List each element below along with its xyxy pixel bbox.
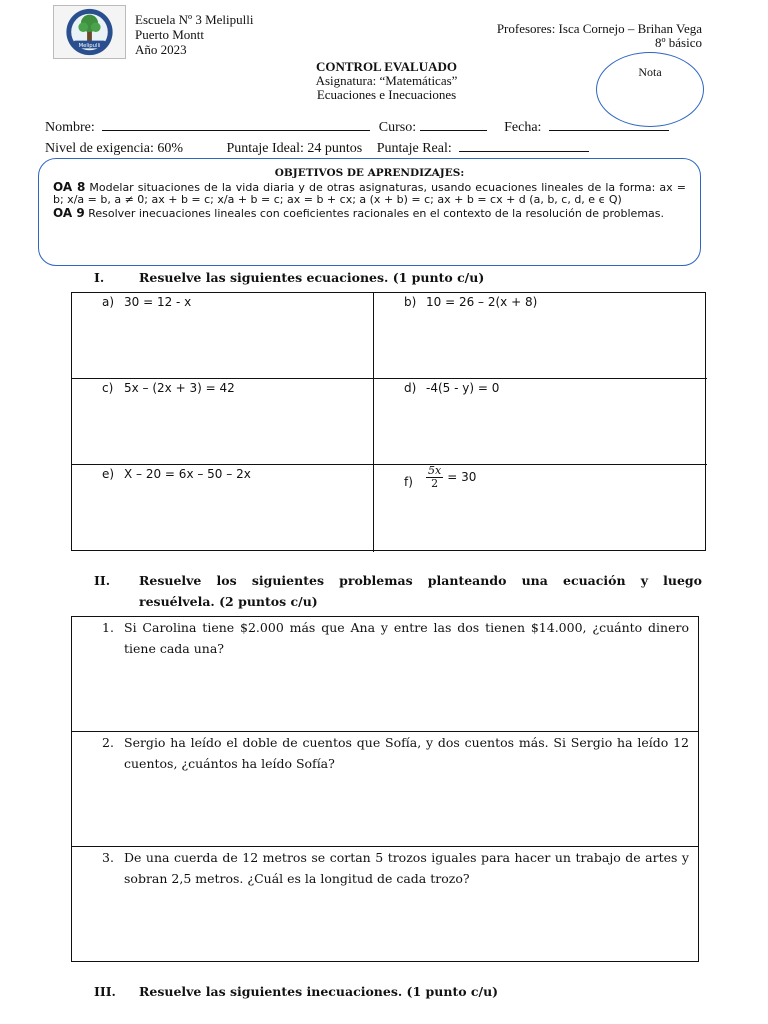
problem-text: De una cuerda de 12 metros se cortan 5 trozos iguales para hacer un trabajo de artes y sobran 2,5 metros. ¿Cuál es la longitud de cada trozo? (124, 850, 689, 886)
oa8-text: Modelar situaciones de la vida diaria y de otras asignaturas, usando ecuaciones lineales de la forma: ax = b; x/a = b, a ≠ 0; ax + b = c; x/a + b = c; ax = b + cx; a (x + b) = c; ax + b = cx + d (a, b, c, d, e ϵ Q) (53, 180, 686, 206)
objectives-heading: OBJETIVOS DE APRENDIZAJES: (274, 167, 465, 179)
equation-label: c) (102, 381, 114, 395)
section-1-title: Resuelve las siguientes ecuaciones. (1 punto c/u) (139, 270, 485, 285)
section-3-title: Resuelve las siguientes inecuaciones. (1 punto c/u) (139, 984, 499, 999)
equation-expr: 30 = 12 - x (124, 295, 192, 309)
fecha-label: Fecha: (504, 120, 542, 135)
problems-table (71, 616, 699, 962)
section-3-number: III. (94, 984, 116, 999)
problem-row[interactable] (72, 732, 698, 847)
school-info (135, 12, 253, 57)
oa9-text: Resolver inecuaciones lineales con coeficientes racionales en el contexto de la resolución de problemas. (84, 206, 665, 220)
equation-cell-a[interactable] (72, 293, 374, 379)
title-topic: Ecuaciones e Inecuaciones (316, 87, 457, 102)
school-logo-icon (54, 6, 125, 58)
section-2-title-line1: Resuelve los siguientes problemas planteando una ecuación y luego (139, 573, 702, 588)
equation-expr: 10 = 26 – 2(x + 8) (426, 295, 538, 309)
nombre-label: Nombre: (45, 120, 95, 135)
equation-cell-e[interactable] (72, 465, 374, 552)
section-2-number: II. (94, 573, 111, 588)
problem-number: 1. (102, 620, 114, 635)
puntaje-ideal-label: Puntaje Ideal: 24 puntos (226, 141, 363, 156)
problem-text: Sergio ha leído el doble de cuentos que Sofía, y dos cuentos más. Si Sergio ha leído 12 cuentos, ¿cuántos ha leído Sofía? (124, 735, 689, 771)
objective-oa8 (53, 181, 686, 207)
equation-cell-f[interactable] (374, 465, 707, 552)
equation-label: f) (404, 475, 413, 489)
equation-cell-d[interactable] (374, 379, 707, 465)
objectives-box (38, 158, 701, 266)
equation-cell-b[interactable] (374, 293, 707, 379)
equation-expr: 5x – (2x + 3) = 42 (124, 381, 235, 395)
equation-label: e) (102, 467, 115, 481)
oa8-code: OA 8 (53, 179, 86, 194)
teachers-names: Profesores: Isca Cornejo – Brihan Vega (496, 21, 702, 36)
grade-level: 8º básico (655, 35, 702, 50)
problem-row[interactable] (72, 847, 698, 961)
title-subject: Asignatura: “Matemáticas” (315, 73, 458, 88)
equation-label: d) (404, 381, 417, 395)
score-fields-row (45, 140, 589, 157)
nota-label: Nota (638, 65, 662, 79)
equation-cell-c[interactable] (72, 379, 374, 465)
section-1-number: I. (94, 270, 105, 285)
problem-row[interactable] (72, 617, 698, 732)
curso-field[interactable] (420, 119, 487, 131)
logo-text: Melipulli (78, 42, 101, 49)
section-2-title-line2: resuélvela. (2 puntos c/u) (139, 594, 318, 609)
fraction-numerator: 5x (428, 464, 442, 477)
objective-oa9 (53, 207, 686, 221)
title-main: CONTROL EVALUADO (316, 59, 457, 74)
school-city: Puerto Montt (135, 27, 204, 42)
nota-circle[interactable] (596, 52, 704, 127)
teachers-info (497, 22, 702, 50)
equation-expr: -4(5 - y) = 0 (426, 381, 500, 395)
fraction-denominator: 2 (431, 477, 439, 490)
problem-text: Si Carolina tiene $2.000 más que Ana y entre las dos tienen $14.000, ¿cuánto dinero tiene cada una? (124, 620, 689, 656)
exigencia-label: Nivel de exigencia: 60% (45, 141, 184, 156)
oa9-code: OA 9 (53, 205, 85, 220)
school-name: Escuela Nº 3 Melipulli (135, 12, 254, 27)
student-fields-row (45, 119, 669, 136)
school-logo (53, 5, 126, 59)
puntaje-real-field[interactable] (459, 140, 589, 152)
section-2-heading (94, 573, 704, 613)
school-year: Año 2023 (135, 42, 187, 57)
problem-number: 2. (102, 735, 114, 750)
section-1-heading (94, 270, 714, 286)
fraction (426, 465, 443, 490)
problem-number: 3. (102, 850, 114, 865)
nombre-field[interactable] (102, 119, 370, 131)
equation-label: b) (404, 295, 417, 309)
section-3-heading (94, 984, 714, 1000)
fecha-field[interactable] (549, 119, 669, 131)
equation-expr: X – 20 = 6x – 50 – 2x (124, 467, 251, 481)
equations-grid (71, 292, 706, 551)
puntaje-real-label: Puntaje Real: (376, 141, 452, 156)
curso-label: Curso: (378, 120, 417, 135)
equation-expr (426, 465, 476, 490)
equation-label: a) (102, 295, 115, 309)
equation-rhs: = 30 (447, 470, 477, 484)
